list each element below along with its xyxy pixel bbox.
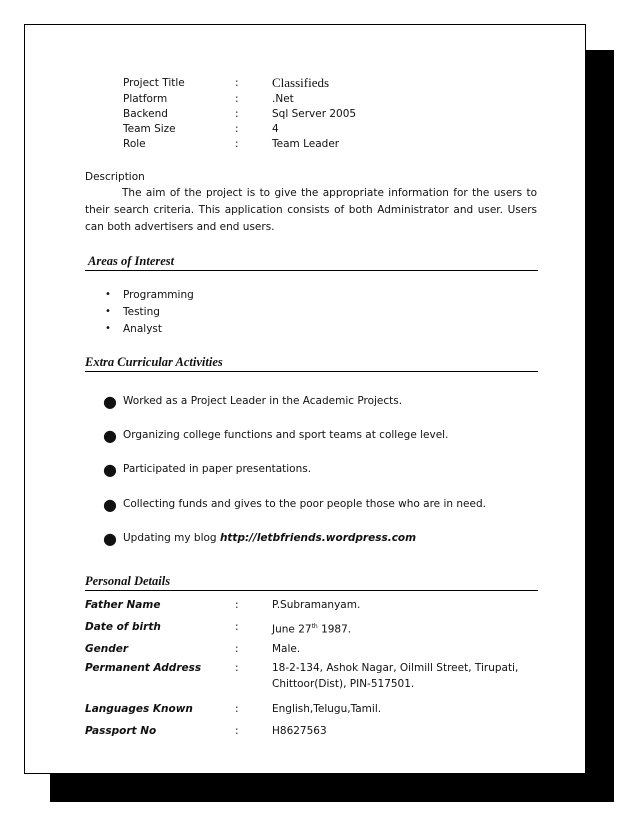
bullet-icon: ● <box>103 426 117 445</box>
areas-of-interest-heading <box>85 253 538 271</box>
dob-suffix: 1987. <box>317 623 352 636</box>
field-colon: : <box>235 599 239 611</box>
platform-colon: : <box>235 93 239 105</box>
dob-prefix: June 27 <box>272 623 312 636</box>
field-colon: : <box>235 643 239 655</box>
extra-curricular-heading <box>85 354 538 372</box>
languages-label: Languages Known <box>85 703 193 715</box>
role-colon: : <box>235 138 239 150</box>
address-line2: Chittoor(Dist), PIN-517501. <box>272 678 415 690</box>
backend-colon: : <box>235 108 239 120</box>
gender-value: Male. <box>272 643 301 655</box>
bullet-icon: ● <box>103 529 117 548</box>
bullet-icon: • <box>105 306 111 317</box>
team-size-value: 4 <box>272 123 279 135</box>
personal-details-title: Personal Details <box>85 574 171 588</box>
description-label: Description <box>85 171 145 183</box>
bullet-icon: ● <box>103 495 117 514</box>
blog-link[interactable]: http://letbfriends.wordpress.com <box>219 532 417 544</box>
interest-item-testing: Testing <box>123 306 160 318</box>
interest-item-programming: Programming <box>123 289 194 301</box>
passport-value: H8627563 <box>272 725 327 737</box>
father-name-value: P.Subramanyam. <box>272 599 361 611</box>
activity-item: Collecting funds and gives to the poor people those who are in need. <box>123 498 486 510</box>
dob-label: Date of birth <box>85 621 161 633</box>
resume-page <box>24 24 586 774</box>
backend-value: Sql Server 2005 <box>272 108 357 120</box>
project-title-label: Project Title <box>123 77 185 89</box>
dob-sup: th <box>311 623 318 630</box>
bullet-icon: • <box>105 289 111 300</box>
field-colon: : <box>235 621 239 633</box>
role-value: Team Leader <box>272 138 340 150</box>
personal-details-heading <box>85 573 538 591</box>
interest-item-analyst: Analyst <box>123 323 162 335</box>
team-size-label: Team Size <box>123 123 176 135</box>
role-label: Role <box>123 138 146 150</box>
bullet-icon: ● <box>103 392 117 411</box>
description-text: The aim of the project is to give the appropriate information for the users to their search criteria. This application consists of both Administrator and user. Users can both advertisers and end users. <box>85 187 537 233</box>
activity-item: Worked as a Project Leader in the Academic Projects. <box>123 395 403 407</box>
field-colon: : <box>235 662 239 674</box>
bullet-icon: ● <box>103 460 117 479</box>
platform-value: .Net <box>272 93 294 105</box>
activity-item-blog <box>123 532 416 544</box>
areas-of-interest-title: Areas of Interest <box>88 254 175 268</box>
extra-curricular-title: Extra Curricular Activities <box>85 355 223 369</box>
platform-label: Platform <box>123 93 168 105</box>
address-line1: 18-2-134, Ashok Nagar, Oilmill Street, Tirupati, <box>272 662 519 674</box>
dob-value <box>272 619 351 638</box>
field-colon: : <box>235 725 239 737</box>
passport-label: Passport No <box>85 725 157 737</box>
address-label: Permanent Address <box>85 662 202 674</box>
activity-item: Participated in paper presentations. <box>123 463 312 475</box>
gender-label: Gender <box>85 643 129 655</box>
languages-value: English,Telugu,Tamil. <box>272 703 382 715</box>
project-title-colon: : <box>235 77 239 89</box>
team-size-colon: : <box>235 123 239 135</box>
bullet-icon: • <box>105 323 111 334</box>
backend-label: Backend <box>123 108 168 120</box>
father-name-label: Father Name <box>85 599 161 611</box>
activity-item: Organizing college functions and sport teams at college level. <box>123 429 449 441</box>
project-title-value: Classifieds <box>272 75 330 90</box>
field-colon: : <box>235 703 239 715</box>
blog-prefix: Updating my blog <box>123 532 220 544</box>
